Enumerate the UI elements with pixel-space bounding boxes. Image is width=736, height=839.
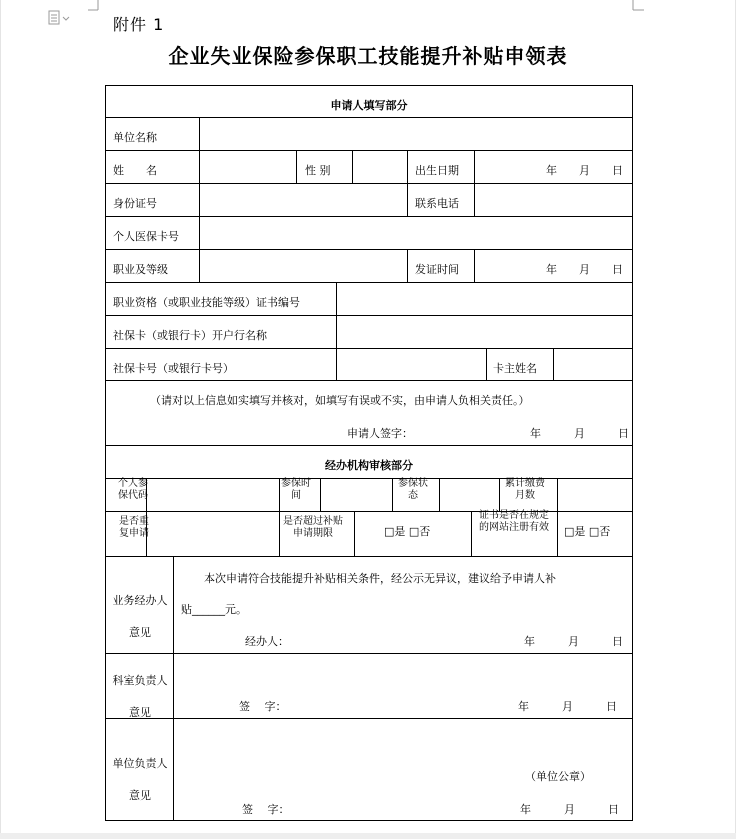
unit-head-date: 年 月 日 (520, 803, 619, 816)
label-handler: 经办人： (245, 635, 289, 648)
opinion-text-line1: 本次申请符合技能提升补贴相关条件，经公示无异议，建议给予申请人补 (204, 572, 556, 585)
label-birth-date: 出生日期 (415, 164, 459, 177)
label-insured-code: 个人参保代码 (118, 478, 148, 501)
input-card-number[interactable] (336, 348, 485, 379)
birth-date-placeholder[interactable]: 年 月 日 (546, 164, 623, 177)
label-name: 姓 名 (113, 164, 157, 177)
input-occupation-level[interactable] (199, 249, 406, 281)
left-page-edge (0, 0, 1, 839)
input-unit-name[interactable] (199, 117, 632, 149)
input-cert-number[interactable] (336, 282, 632, 314)
crop-mark-left (88, 0, 100, 12)
label-id-number: 身份证号 (113, 197, 157, 210)
input-gender[interactable] (352, 150, 406, 182)
label-cert-number: 职业资格（或职业技能等级）证书编号 (113, 296, 300, 309)
label-section-head-opinion: 科室负责人意见 (112, 674, 168, 719)
page-bottom-bar (0, 833, 736, 839)
applicant-section-heading: 申请人填写部分 (330, 99, 408, 112)
label-issue-date: 发证时间 (415, 263, 459, 276)
agency-section-heading: 经办机构审核部分 (325, 459, 413, 472)
document-icon[interactable] (48, 10, 70, 26)
label-medical-card: 个人医保卡号 (113, 230, 179, 243)
label-section-head-sign: 签 字： (239, 700, 287, 713)
cert-registered-checkbox-yes-no[interactable]: □是 □否 (564, 525, 611, 538)
input-insured-status[interactable] (439, 478, 497, 510)
label-unit-head-opinion: 单位负责人意见 (112, 757, 168, 802)
input-months-paid[interactable] (557, 478, 632, 510)
input-insured-time[interactable] (320, 478, 391, 510)
label-handler-opinion: 业务经办人意见 (112, 594, 168, 639)
input-duplicate-apply[interactable] (146, 511, 278, 555)
input-bank-name[interactable] (336, 315, 632, 347)
label-bank-name: 社保卡（或银行卡）开户行名称 (113, 329, 267, 342)
label-months-paid: 累计缴费月数 (505, 478, 545, 501)
crop-mark-right (632, 0, 644, 12)
applicant-signature-date: 年 月 日 (530, 427, 629, 440)
opinion-text-line2[interactable]: 贴______元。 (181, 603, 247, 616)
official-seal-label: （单位公章） (525, 770, 591, 783)
label-cert-registered: 证书是否在规定的网站注册有效 (479, 510, 549, 533)
input-name[interactable] (199, 150, 295, 182)
input-medical-card[interactable] (199, 216, 632, 248)
label-card-holder: 卡主姓名 (493, 362, 537, 375)
label-occupation-level: 职业及等级 (113, 263, 168, 276)
label-card-number: 社保卡号（或银行卡号） (113, 362, 234, 375)
section-head-date: 年 月 日 (518, 700, 617, 713)
input-id-number[interactable] (199, 183, 406, 215)
issue-date-placeholder[interactable]: 年 月 日 (546, 263, 623, 276)
label-applicant-signature: 申请人签字： (347, 427, 413, 440)
label-over-period: 是否超过补贴申请期限 (283, 516, 343, 539)
input-phone[interactable] (474, 183, 632, 215)
label-insured-time: 参保时间 (281, 478, 311, 501)
label-duplicate-apply: 是否重复申请 (119, 516, 149, 539)
handler-date: 年 月 日 (524, 635, 623, 648)
declaration-text: （请对以上信息如实填写并核对，如填写有误或不实，由申请人负相关责任。） (150, 394, 530, 407)
label-insured-status: 参保状态 (398, 478, 428, 501)
input-insured-code[interactable] (146, 478, 278, 510)
label-phone: 联系电话 (415, 197, 459, 210)
attachment-label: 附件 1 (113, 15, 165, 34)
over-period-checkbox-yes-no[interactable]: □是 □否 (384, 525, 431, 538)
label-gender: 性 别 (305, 164, 331, 177)
label-unit-name: 单位名称 (113, 131, 157, 144)
label-unit-head-sign: 签 字： (242, 803, 290, 816)
input-card-holder[interactable] (553, 348, 632, 379)
form-title: 企业失业保险参保职工技能提升补贴申领表 (168, 44, 568, 68)
